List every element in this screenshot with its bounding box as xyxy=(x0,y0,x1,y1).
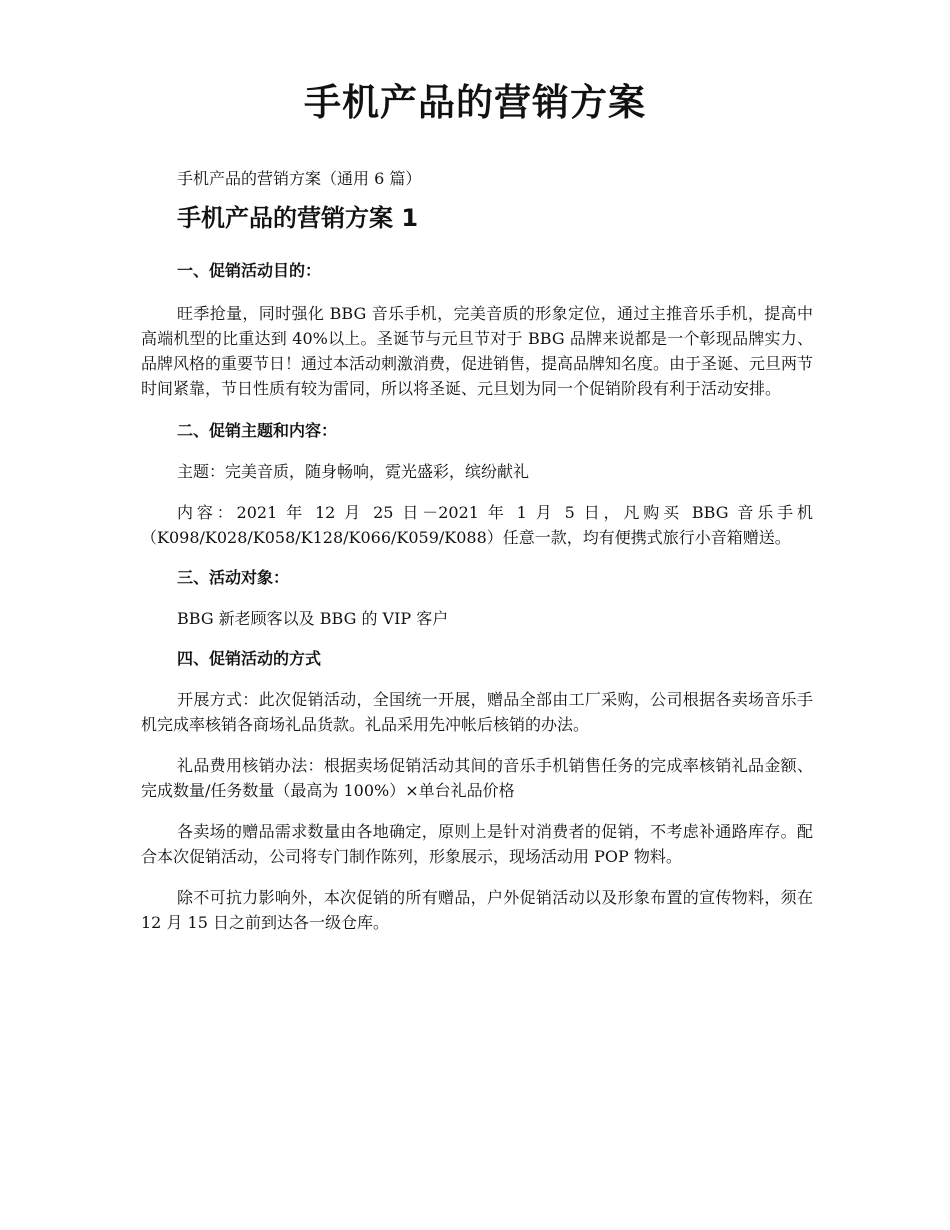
document-subtitle: 手机产品的营销方案（通用 6 篇） xyxy=(177,169,422,188)
paragraph-method-1: 开展方式：此次促销活动，全国统一开展，赠品全部由工厂采购，公司根据各卖场音乐手机完成率核销各商场礼品货款。礼品采用先冲帐后核销的办法。 xyxy=(141,690,813,734)
heading-purpose: 一、促销活动目的： xyxy=(177,261,322,280)
paragraph-target: BBG 新老顾客以及 BBG 的 VIP 客户 xyxy=(177,609,449,628)
paragraph-content: 内容：2021 年 12 月 25 日－2021 年 1 月 5 日，凡购买 BBG 音乐手机（K098/K028/K058/K128/K066/K059/K088）任意一款，均有便携式旅行小音箱赠送。 xyxy=(141,503,813,547)
heading-method: 四、促销活动的方式 xyxy=(177,649,322,668)
paragraph-method-3: 各卖场的赠品需求数量由各地确定，原则上是针对消费者的促销，不考虑补通路库存。配合本次促销活动，公司将专门制作陈列，形象展示，现场活动用 POP 物料。 xyxy=(141,822,813,866)
document-body xyxy=(141,166,813,951)
paragraph-purpose: 旺季抢量，同时强化 BBG 音乐手机，完美音质的形象定位，通过主推音乐手机，提高中高端机型的比重达到 40%以上。圣诞节与元旦节对于 BBG 品牌来说都是一个彰现品牌实力、品牌风格的重要节日！通过本活动刺激消费，促进销售，提高品牌知名度。由于圣诞、元旦两节时间紧靠，节日性质有较为雷同，所以将圣诞、元旦划为同一个促销阶段有利于活动安排。 xyxy=(141,304,814,398)
heading-theme: 二、促销主题和内容： xyxy=(177,421,338,440)
document-title: 手机产品的营销方案 xyxy=(304,81,646,124)
section-heading: 手机产品的营销方案 1 xyxy=(177,204,419,232)
paragraph-method-4: 除不可抗力影响外，本次促销的所有赠品，户外促销活动以及形象布置的宣传物料，须在 12 月 15 日之前到达各一级仓库。 xyxy=(141,888,813,932)
paragraph-theme: 主题：完美音质，随身畅响，霓光盛彩，缤纷献礼 xyxy=(177,462,530,481)
heading-target: 三、活动对象： xyxy=(177,568,290,587)
paragraph-method-2: 礼品费用核销办法：根据卖场促销活动其间的音乐手机销售任务的完成率核销礼品金额、完成数量/任务数量（最高为 100%）×单台礼品价格 xyxy=(141,756,813,800)
